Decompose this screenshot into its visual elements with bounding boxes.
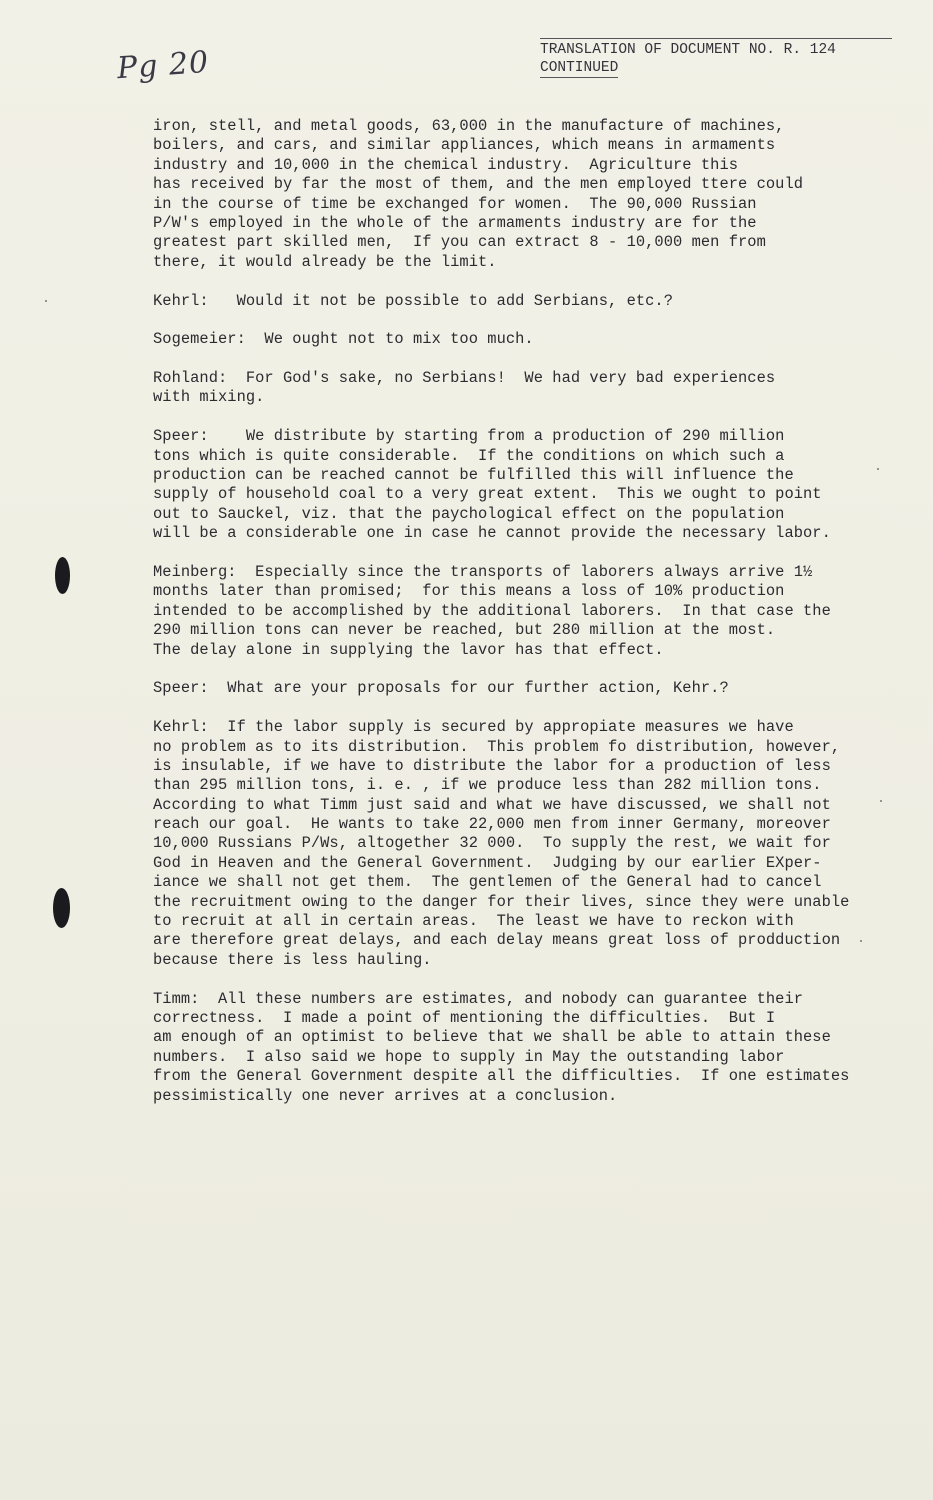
header-continued: CONTINUED	[540, 60, 619, 76]
paragraph	[153, 117, 883, 272]
text-line: Speer: We distribute by starting from a production of 290 million	[153, 427, 785, 446]
paper-speck	[860, 940, 862, 942]
text-line: Meinberg: Especially since the transports of laborers always arrive 1½	[153, 562, 813, 581]
text-line: will be a considerable one in case he cannot provide the necessary labor.	[153, 524, 831, 543]
text-line: Rohland: For God's sake, no Serbians! We had very bad experiences	[153, 369, 776, 388]
paper-speck	[45, 300, 47, 302]
paragraph	[153, 679, 883, 698]
text-line: to recruit at all in certain areas. The least we have to reckon with	[153, 912, 794, 931]
text-line: intended to be accomplished by the additional laborers. In that case the	[153, 601, 831, 620]
punch-hole	[53, 888, 70, 928]
text-line: Speer: What are your proposals for our further action, Kehr.?	[153, 679, 729, 698]
text-line: boilers, and cars, and similar appliances, which means in armaments	[153, 136, 776, 155]
paragraph	[153, 990, 883, 1106]
paragraph	[153, 563, 883, 660]
header-top-rule	[540, 38, 892, 39]
document-header	[540, 38, 892, 78]
text-line: God in Heaven and the General Government. Judging by our earlier EXper-	[153, 853, 822, 872]
text-line: Sogemeier: We ought not to mix too much.	[153, 330, 534, 349]
paragraph	[153, 427, 883, 543]
text-line: because there is less hauling.	[153, 950, 432, 969]
text-line: According to what Timm just said and what we have discussed, we shall not	[153, 795, 831, 814]
handwritten-page-number: Pg 20	[115, 44, 211, 87]
text-line: from the General Government despite all the difficulties. If one estimates	[153, 1067, 850, 1086]
text-line: 290 million tons can never be reached, but 280 million at the most.	[153, 621, 776, 640]
text-line: correctness. I made a point of mentioning the difficulties. But I	[153, 1008, 776, 1027]
punch-hole	[55, 557, 70, 594]
text-line: numbers. I also said we hope to supply in May the outstanding labor	[153, 1047, 785, 1066]
text-line: out to Sauckel, viz. that the paychological effect on the population	[153, 504, 785, 523]
text-line: with mixing.	[153, 388, 265, 407]
document-body	[153, 117, 883, 1125]
text-line: the recruitment owing to the danger for their lives, since they were unable	[153, 892, 850, 911]
text-line: am enough of an optimist to believe that we shall be able to attain these	[153, 1028, 831, 1047]
text-line: tons which is quite considerable. If the conditions on which such a	[153, 446, 785, 465]
text-line: Kehrl: Would it not be possible to add Serbians, etc.?	[153, 291, 674, 310]
text-line: Timm: All these numbers are estimates, and nobody can guarantee their	[153, 989, 804, 1008]
paragraph	[153, 369, 883, 408]
paper-speck	[880, 800, 882, 802]
text-line: than 295 million tons, i. e. , if we produce less than 282 million tons.	[153, 776, 822, 795]
text-line: P/W's employed in the whole of the armaments industry are for the	[153, 213, 757, 232]
text-line: 10,000 Russians P/Ws, altogether 32 000. To supply the rest, we wait for	[153, 834, 831, 853]
text-line: are therefore great delays, and each delay means great loss of prodduction	[153, 931, 841, 950]
text-line: supply of household coal to a very great extent. This we ought to point	[153, 485, 822, 504]
paper-speck	[877, 468, 879, 470]
text-line: months later than promised; for this means a loss of 10% production	[153, 582, 785, 601]
text-line: is insulable, if we have to distribute the labor for a production of less	[153, 756, 831, 775]
text-line: iance we shall not get them. The gentlemen of the General had to cancel	[153, 873, 822, 892]
text-line: iron, stell, and metal goods, 63,000 in the manufacture of machines,	[153, 117, 785, 135]
text-line: production can be reached cannot be fulfilled this will influence the	[153, 466, 794, 485]
paragraph	[153, 330, 883, 349]
text-line: greatest part skilled men, If you can extract 8 - 10,000 men from	[153, 233, 766, 252]
paragraph	[153, 292, 883, 311]
header-title: TRANSLATION OF DOCUMENT NO. R. 124	[540, 42, 836, 58]
text-line: there, it would already be the limit.	[153, 252, 497, 271]
text-line: industry and 10,000 in the chemical industry. Agriculture this	[153, 155, 739, 174]
text-line: pessimistically one never arrives at a conclusion.	[153, 1086, 618, 1105]
text-line: Kehrl: If the labor supply is secured by appropiate measures we have	[153, 718, 794, 737]
text-line: has received by far the most of them, and the men employed ttere could	[153, 175, 804, 194]
text-line: reach our goal. He wants to take 22,000 men from inner Germany, moreover	[153, 815, 831, 834]
text-line: in the course of time be exchanged for women. The 90,000 Russian	[153, 194, 757, 213]
paragraph	[153, 718, 883, 970]
text-line: no problem as to its distribution. This problem fo distribution, however,	[153, 737, 841, 756]
text-line: The delay alone in supplying the lavor has that effect.	[153, 640, 664, 659]
